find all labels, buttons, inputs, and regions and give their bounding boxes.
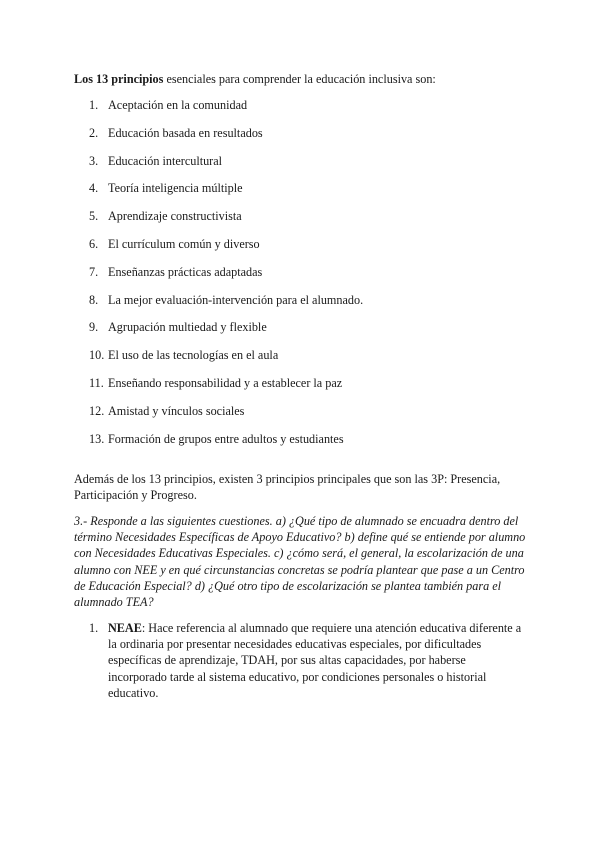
list-item <box>89 181 363 209</box>
list-item-number: 2. <box>89 125 99 140</box>
list-item-text: Educación basada en resultados <box>108 125 263 140</box>
question-paragraph: 3.- Responde a las siguientes cuestiones. a) ¿Qué tipo de alumnado se encuadra dentro del término Necesidades Específicas de Apoyo Educativo? b) define qué se entiende por alumno con Necesidades Educativas Especiales. c) ¿cómo será, el general, la escolarización de una alumno con NEE y en qué circunstancias concretas se podría plantear que pase a un Centro de Educación Especial? d) ¿Qué otro tipo de escolarización se plantea también para el alumnado TEA? <box>74 514 526 610</box>
list-item-number: 6. <box>89 236 99 251</box>
answer-item <box>89 620 524 701</box>
list-item-text: La mejor evaluación-intervención para el alumnado. <box>108 292 364 307</box>
list-item <box>89 348 363 376</box>
list-item-number: 9. <box>89 320 99 335</box>
list-item <box>89 265 363 293</box>
list-item-number: 1. <box>89 98 99 112</box>
list-item-number: 4. <box>89 181 99 196</box>
answer-body <box>108 620 524 701</box>
principles-list <box>89 98 363 459</box>
list-item-text: Educación intercultural <box>108 153 223 168</box>
list-item-number: 12. <box>89 403 105 418</box>
intro-bold: Los 13 principios <box>74 72 164 86</box>
list-item-number: 3. <box>89 153 99 168</box>
list-item-text: Enseñando responsabilidad y a establecer la paz <box>108 375 343 390</box>
intro-text: esenciales para comprender la educación inclusiva son: <box>163 72 436 86</box>
list-item <box>89 404 363 432</box>
list-item-number: 5. <box>89 209 99 224</box>
list-item-number: 13. <box>89 431 105 446</box>
answer-number: 1. <box>89 621 99 635</box>
list-item <box>89 237 363 265</box>
answer-text: : Hace referencia al alumnado que requiere una atención educativa diferente a la ordinaria por presentar necesidades educativas especiales, por dificultades específicas de aprendizaje, TDAH, por sus altas capacidades, por haberse incorporado tarde al sistema educativo, por condiciones personales o historial educativo. <box>108 621 522 700</box>
intro-paragraph <box>74 72 534 87</box>
list-item <box>89 320 363 348</box>
list-item-text: Amistad y vínculos sociales <box>108 403 245 418</box>
list-item-text: Aceptación en la comunidad <box>108 98 248 112</box>
list-item-text: Teoría inteligencia múltiple <box>108 181 243 196</box>
list-item-number: 8. <box>89 292 99 307</box>
list-item <box>89 98 363 126</box>
list-item <box>89 293 363 321</box>
list-item-text: Agrupación multiedad y flexible <box>108 320 267 335</box>
additional-paragraph: Además de los 13 principios, existen 3 principios principales que son las 3P: Presencia, Participación y Progreso. <box>74 472 501 502</box>
list-item-text: El uso de las tecnologías en el aula <box>108 348 279 363</box>
list-item <box>89 154 363 182</box>
list-item-text: Aprendizaje constructivista <box>108 209 242 224</box>
list-item-number: 7. <box>89 264 99 279</box>
list-item-number: 10. <box>89 348 105 363</box>
list-item <box>89 376 363 404</box>
list-item <box>89 209 363 237</box>
answer-term: NEAE <box>108 621 142 635</box>
list-item-text: El currículum común y diverso <box>108 236 260 251</box>
list-item <box>89 432 363 460</box>
list-item-text: Enseñanzas prácticas adaptadas <box>108 264 263 279</box>
list-item-text: Formación de grupos entre adultos y estudiantes <box>108 431 344 446</box>
list-item-number: 11. <box>89 375 104 390</box>
list-item <box>89 126 363 154</box>
